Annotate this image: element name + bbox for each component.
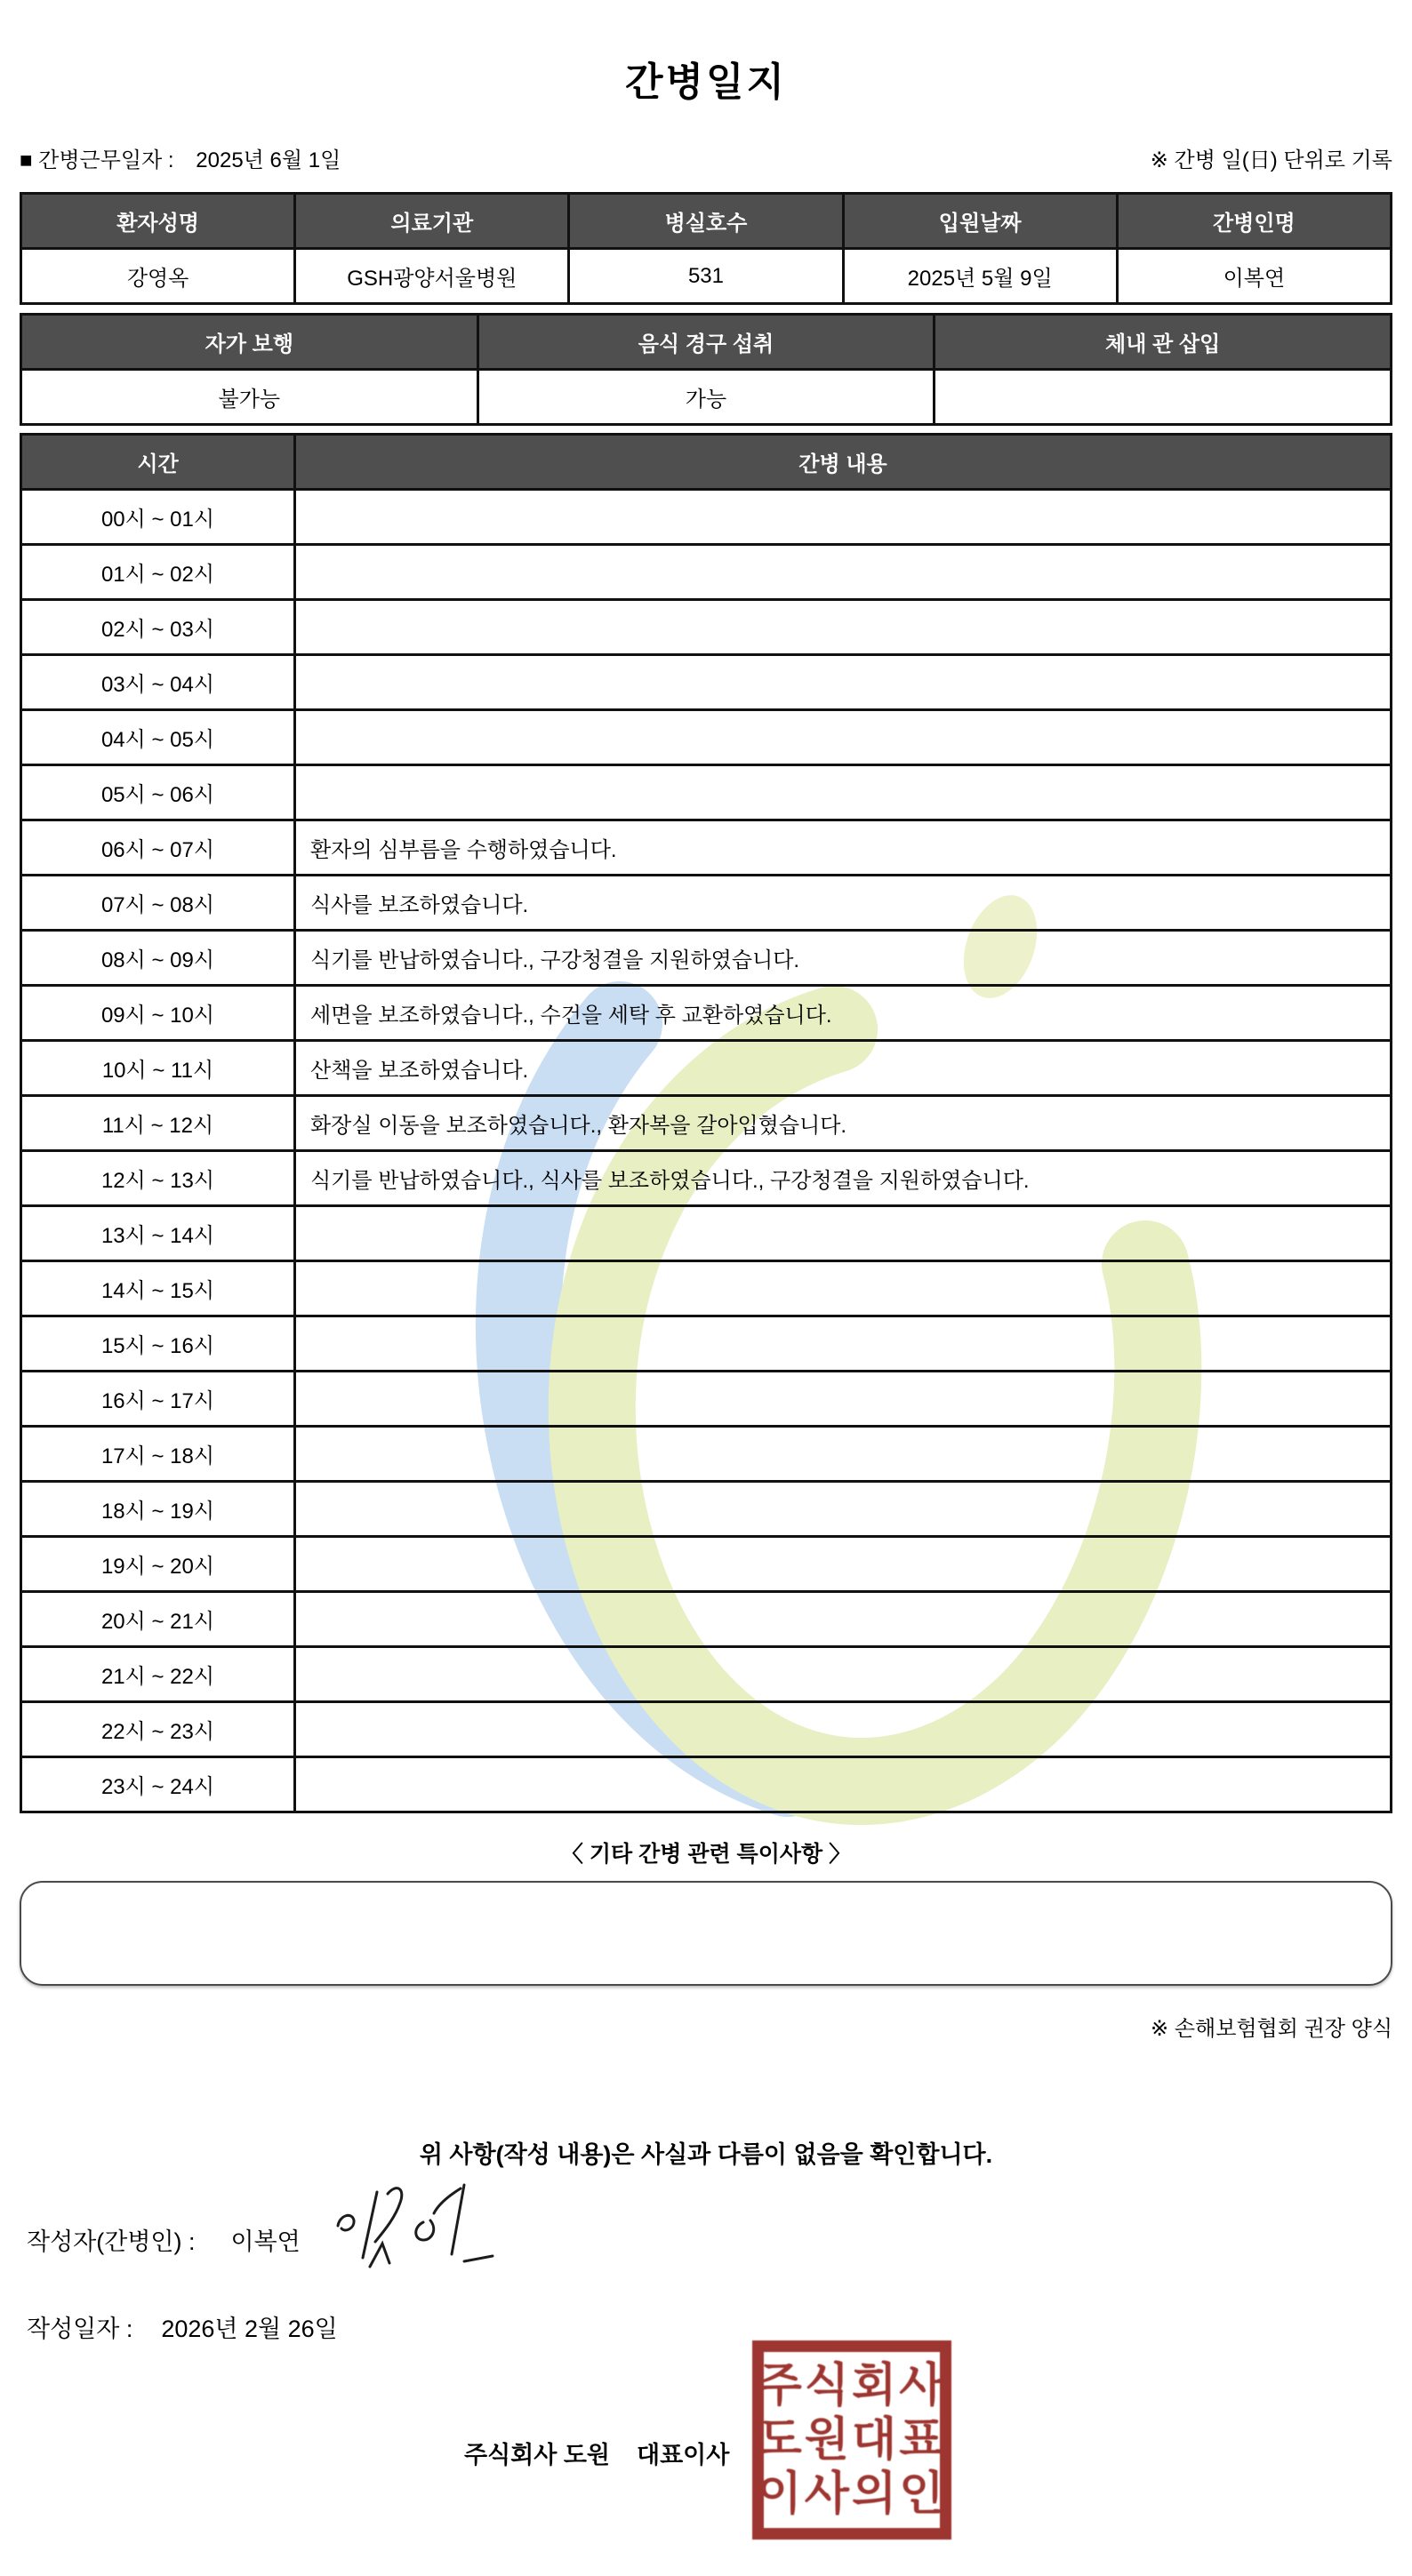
status-header-row bbox=[21, 315, 1392, 370]
care-row bbox=[21, 876, 1392, 931]
patient-status-table bbox=[20, 313, 1392, 426]
tube-insert-header: 체내 관 삽입 bbox=[935, 315, 1392, 370]
patient-header-row bbox=[21, 194, 1392, 249]
care-time-cell: 16시 ~ 17시 bbox=[21, 1372, 295, 1427]
care-content-cell bbox=[295, 545, 1392, 600]
care-time-cell: 13시 ~ 14시 bbox=[21, 1206, 295, 1261]
care-content-cell: 식사를 보조하였습니다. bbox=[295, 876, 1392, 931]
stamp-line-2: 도원대표 bbox=[757, 2413, 947, 2466]
care-time-cell: 21시 ~ 22시 bbox=[21, 1647, 295, 1702]
care-row bbox=[21, 1206, 1392, 1261]
care-time-cell: 19시 ~ 20시 bbox=[21, 1537, 295, 1592]
care-time-cell: 08시 ~ 09시 bbox=[21, 931, 295, 986]
care-time-cell: 06시 ~ 07시 bbox=[21, 820, 295, 876]
room-cell: 531 bbox=[569, 249, 843, 304]
care-content-cell bbox=[295, 600, 1392, 655]
corporate-seal-stamp bbox=[752, 2340, 951, 2540]
patient-value-row bbox=[21, 249, 1392, 304]
care-content-cell bbox=[295, 1537, 1392, 1592]
caregiver-cell: 이복연 bbox=[1117, 249, 1391, 304]
page-title: 간병일지 bbox=[624, 60, 787, 104]
patient-name-cell: 강영옥 bbox=[21, 249, 295, 304]
care-time-cell: 14시 ~ 15시 bbox=[21, 1261, 295, 1316]
form-note: ※ 손해보험협회 권장 양식 bbox=[1151, 2017, 1392, 2041]
care-content-cell: 화장실 이동을 보조하였습니다., 환자복을 갈아입혔습니다. bbox=[295, 1096, 1392, 1151]
care-row bbox=[21, 1096, 1392, 1151]
company-line: 주식회사 도원 대표이사 bbox=[464, 2442, 730, 2468]
care-row bbox=[21, 1702, 1392, 1757]
hospital-header: 의료기관 bbox=[295, 194, 569, 249]
oral-intake-header: 음식 경구 섭취 bbox=[477, 315, 935, 370]
write-date-line bbox=[27, 2309, 338, 2344]
care-row bbox=[21, 600, 1392, 655]
care-content-cell bbox=[295, 1372, 1392, 1427]
patient-info-table bbox=[20, 192, 1392, 305]
confirmation-statement: 위 사항(작성 내용)은 사실과 다름이 없음을 확인합니다. bbox=[419, 2141, 993, 2168]
care-log-table bbox=[20, 433, 1392, 1813]
care-header-row bbox=[21, 435, 1392, 490]
caregiver-header: 간병인명 bbox=[1117, 194, 1391, 249]
care-row bbox=[21, 1372, 1392, 1427]
care-row bbox=[21, 1041, 1392, 1096]
care-row bbox=[21, 1647, 1392, 1702]
tube-insert-cell bbox=[935, 370, 1392, 425]
care-content-cell bbox=[295, 1427, 1392, 1482]
care-content-cell: 산책을 보조하였습니다. bbox=[295, 1041, 1392, 1096]
unit-note: ※ 간병 일(日) 단위로 기록 bbox=[1150, 148, 1392, 172]
hospital-cell: GSH광양서울병원 bbox=[295, 249, 569, 304]
care-content-cell bbox=[295, 490, 1392, 545]
care-time-cell: 05시 ~ 06시 bbox=[21, 765, 295, 820]
care-time-cell: 23시 ~ 24시 bbox=[21, 1757, 295, 1812]
care-row bbox=[21, 1151, 1392, 1206]
room-header: 병실호수 bbox=[569, 194, 843, 249]
special-notes-box bbox=[20, 1881, 1392, 1986]
care-content-cell: 환자의 심부름을 수행하였습니다. bbox=[295, 820, 1392, 876]
care-content-cell: 식기를 반납하였습니다., 식사를 보조하였습니다., 구강청결을 지원하였습니다. bbox=[295, 1151, 1392, 1206]
care-row bbox=[21, 765, 1392, 820]
oral-intake-cell: 가능 bbox=[477, 370, 935, 425]
writer-line bbox=[27, 2222, 301, 2257]
care-row bbox=[21, 1482, 1392, 1537]
care-row bbox=[21, 820, 1392, 876]
care-row bbox=[21, 1757, 1392, 1812]
care-time-cell: 15시 ~ 16시 bbox=[21, 1316, 295, 1372]
care-content-cell bbox=[295, 1702, 1392, 1757]
care-content-cell bbox=[295, 1647, 1392, 1702]
care-row bbox=[21, 1261, 1392, 1316]
care-row bbox=[21, 710, 1392, 765]
work-date-label: ■ 간병근무일자 : bbox=[20, 148, 174, 172]
care-content-cell bbox=[295, 1592, 1392, 1647]
stamp-line-3: 이사의인 bbox=[757, 2468, 947, 2520]
care-content-cell bbox=[295, 765, 1392, 820]
care-time-cell: 12시 ~ 13시 bbox=[21, 1151, 295, 1206]
care-time-cell: 18시 ~ 19시 bbox=[21, 1482, 295, 1537]
care-time-cell: 07시 ~ 08시 bbox=[21, 876, 295, 931]
care-content-cell: 식기를 반납하였습니다., 구강청결을 지원하였습니다. bbox=[295, 931, 1392, 986]
work-date-value: 2025년 6월 1일 bbox=[196, 148, 341, 172]
care-time-cell: 20시 ~ 21시 bbox=[21, 1592, 295, 1647]
care-time-cell: 01시 ~ 02시 bbox=[21, 545, 295, 600]
write-date-value: 2026년 2월 26일 bbox=[161, 2316, 338, 2342]
care-content-header: 간병 내용 bbox=[295, 435, 1392, 490]
care-row bbox=[21, 931, 1392, 986]
care-row bbox=[21, 1592, 1392, 1647]
time-header: 시간 bbox=[21, 435, 295, 490]
care-row bbox=[21, 545, 1392, 600]
care-content-cell bbox=[295, 710, 1392, 765]
work-date-line bbox=[20, 148, 341, 174]
patient-name-header: 환자성명 bbox=[21, 194, 295, 249]
care-row bbox=[21, 655, 1392, 710]
care-time-cell: 11시 ~ 12시 bbox=[21, 1096, 295, 1151]
care-row bbox=[21, 490, 1392, 545]
write-date-label: 작성일자 : bbox=[27, 2316, 133, 2342]
special-notes-title: 〈 기타 간병 관련 특이사항 〉 bbox=[560, 1842, 852, 1867]
care-time-cell: 17시 ~ 18시 bbox=[21, 1427, 295, 1482]
care-row bbox=[21, 1316, 1392, 1372]
meta-row bbox=[20, 148, 1392, 174]
care-row bbox=[21, 986, 1392, 1041]
care-content-cell bbox=[295, 1316, 1392, 1372]
self-walking-header: 자가 보행 bbox=[21, 315, 478, 370]
care-time-cell: 09시 ~ 10시 bbox=[21, 986, 295, 1041]
care-table-body bbox=[21, 490, 1392, 1812]
care-time-cell: 03시 ~ 04시 bbox=[21, 655, 295, 710]
handwritten-signature bbox=[331, 2180, 500, 2282]
care-row bbox=[21, 1427, 1392, 1482]
care-time-cell: 22시 ~ 23시 bbox=[21, 1702, 295, 1757]
care-content-cell bbox=[295, 1206, 1392, 1261]
admission-date-cell: 2025년 5월 9일 bbox=[843, 249, 1117, 304]
stamp-line-1: 주식회사 bbox=[757, 2359, 947, 2412]
writer-label: 작성자(간병인) : bbox=[27, 2228, 196, 2255]
care-time-cell: 00시 ~ 01시 bbox=[21, 490, 295, 545]
status-value-row bbox=[21, 370, 1392, 425]
care-content-cell: 세면을 보조하였습니다., 수건을 세탁 후 교환하였습니다. bbox=[295, 986, 1392, 1041]
care-time-cell: 04시 ~ 05시 bbox=[21, 710, 295, 765]
self-walking-cell: 불가능 bbox=[21, 370, 478, 425]
care-row bbox=[21, 1537, 1392, 1592]
admission-date-header: 입원날짜 bbox=[843, 194, 1117, 249]
writer-name: 이복연 bbox=[230, 2228, 301, 2255]
care-content-cell bbox=[295, 1482, 1392, 1537]
care-time-cell: 10시 ~ 11시 bbox=[21, 1041, 295, 1096]
care-content-cell bbox=[295, 1757, 1392, 1812]
care-content-cell bbox=[295, 1261, 1392, 1316]
care-content-cell bbox=[295, 655, 1392, 710]
care-time-cell: 02시 ~ 03시 bbox=[21, 600, 295, 655]
